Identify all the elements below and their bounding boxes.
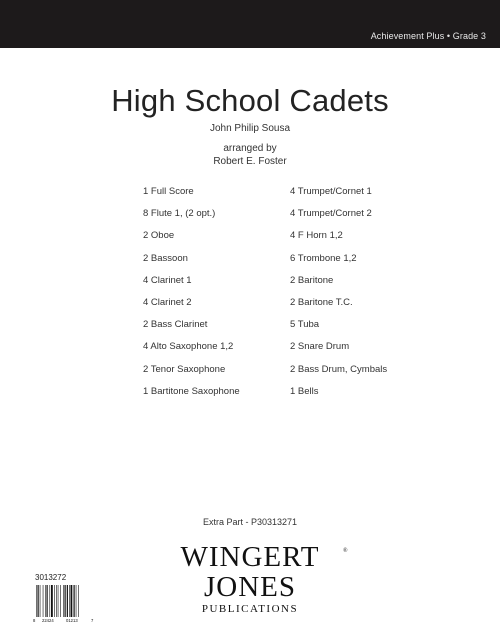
barcode-bar	[36, 585, 37, 617]
part-item: 4 Clarinet 1	[143, 274, 192, 286]
publisher-logo	[150, 538, 350, 622]
logo-line3: PUBLICATIONS	[201, 603, 299, 615]
barcode-bar	[47, 585, 48, 617]
barcode-bar	[63, 585, 64, 617]
parts-list-right	[290, 186, 387, 408]
part-item: 2 Bass Drum, Cymbals	[290, 363, 388, 375]
arranger: Robert E. Foster	[213, 156, 287, 167]
series-label: Achievement Plus • Grade 3	[370, 31, 486, 41]
barcode-bar	[76, 585, 77, 617]
barcode-bar	[69, 585, 70, 617]
header-bar	[0, 0, 500, 48]
barcode-bar	[45, 585, 46, 617]
stock-number: 3013272	[35, 573, 67, 582]
composer: John Philip Sousa	[209, 123, 291, 134]
part-item: 2 Bass Clarinet	[143, 319, 208, 331]
part-item: 6 Trombone 1,2	[290, 252, 357, 264]
part-item: 1 Bartitone Saxophone	[143, 385, 240, 397]
barcode-digit-left: 8	[33, 618, 36, 623]
barcode-digits-mid2: 01213	[66, 618, 78, 623]
barcode-digits-mid1: 22424	[42, 618, 54, 623]
barcode-digit-right: 7	[91, 618, 94, 623]
arranged-by-label: arranged by	[223, 143, 277, 154]
part-item: 2 Baritone	[290, 274, 334, 286]
barcode-bar	[40, 585, 41, 617]
barcode-bar	[58, 585, 59, 617]
barcode-bar	[71, 585, 73, 617]
barcode-bar	[74, 585, 75, 617]
part-item: 2 Baritone T.C.	[290, 296, 353, 308]
parts-list-left	[143, 186, 240, 408]
barcode-bar	[50, 585, 51, 617]
barcode-bar	[56, 585, 57, 617]
barcode-bar	[38, 585, 39, 617]
part-item: 8 Flute 1, (2 opt.)	[143, 208, 216, 220]
part-item: 2 Oboe	[143, 230, 175, 242]
part-item: 5 Tuba	[290, 319, 320, 331]
part-item: 2 Tenor Saxophone	[143, 363, 226, 375]
barcode-bar	[65, 585, 66, 617]
logo-trademark: ®	[343, 548, 348, 554]
barcode-bar	[78, 585, 79, 617]
part-item: 4 F Horn 1,2	[290, 230, 343, 242]
page-title: High School Cadets	[111, 83, 389, 118]
part-item: 1 Full Score	[143, 186, 194, 197]
part-item: 2 Snare Drum	[290, 341, 350, 353]
part-item: 2 Bassoon	[143, 252, 188, 264]
part-item: 1 Bells	[290, 385, 319, 397]
barcode-bar	[54, 585, 55, 617]
part-item: 4 Alto Saxophone 1,2	[143, 341, 234, 353]
logo-line1: WINGERT	[180, 541, 320, 573]
barcode-bar	[60, 585, 61, 617]
part-item: 4 Trumpet/Cornet 1	[290, 186, 372, 197]
part-item: 4 Trumpet/Cornet 2	[290, 208, 372, 220]
logo-line2: JONES	[203, 571, 297, 603]
part-item: 4 Clarinet 2	[143, 296, 192, 308]
barcode	[33, 584, 95, 624]
barcode-bar	[67, 585, 68, 617]
barcode-bar	[51, 585, 53, 617]
extra-part-label: Extra Part - P30313271	[202, 517, 298, 527]
barcode-bar	[43, 585, 44, 617]
